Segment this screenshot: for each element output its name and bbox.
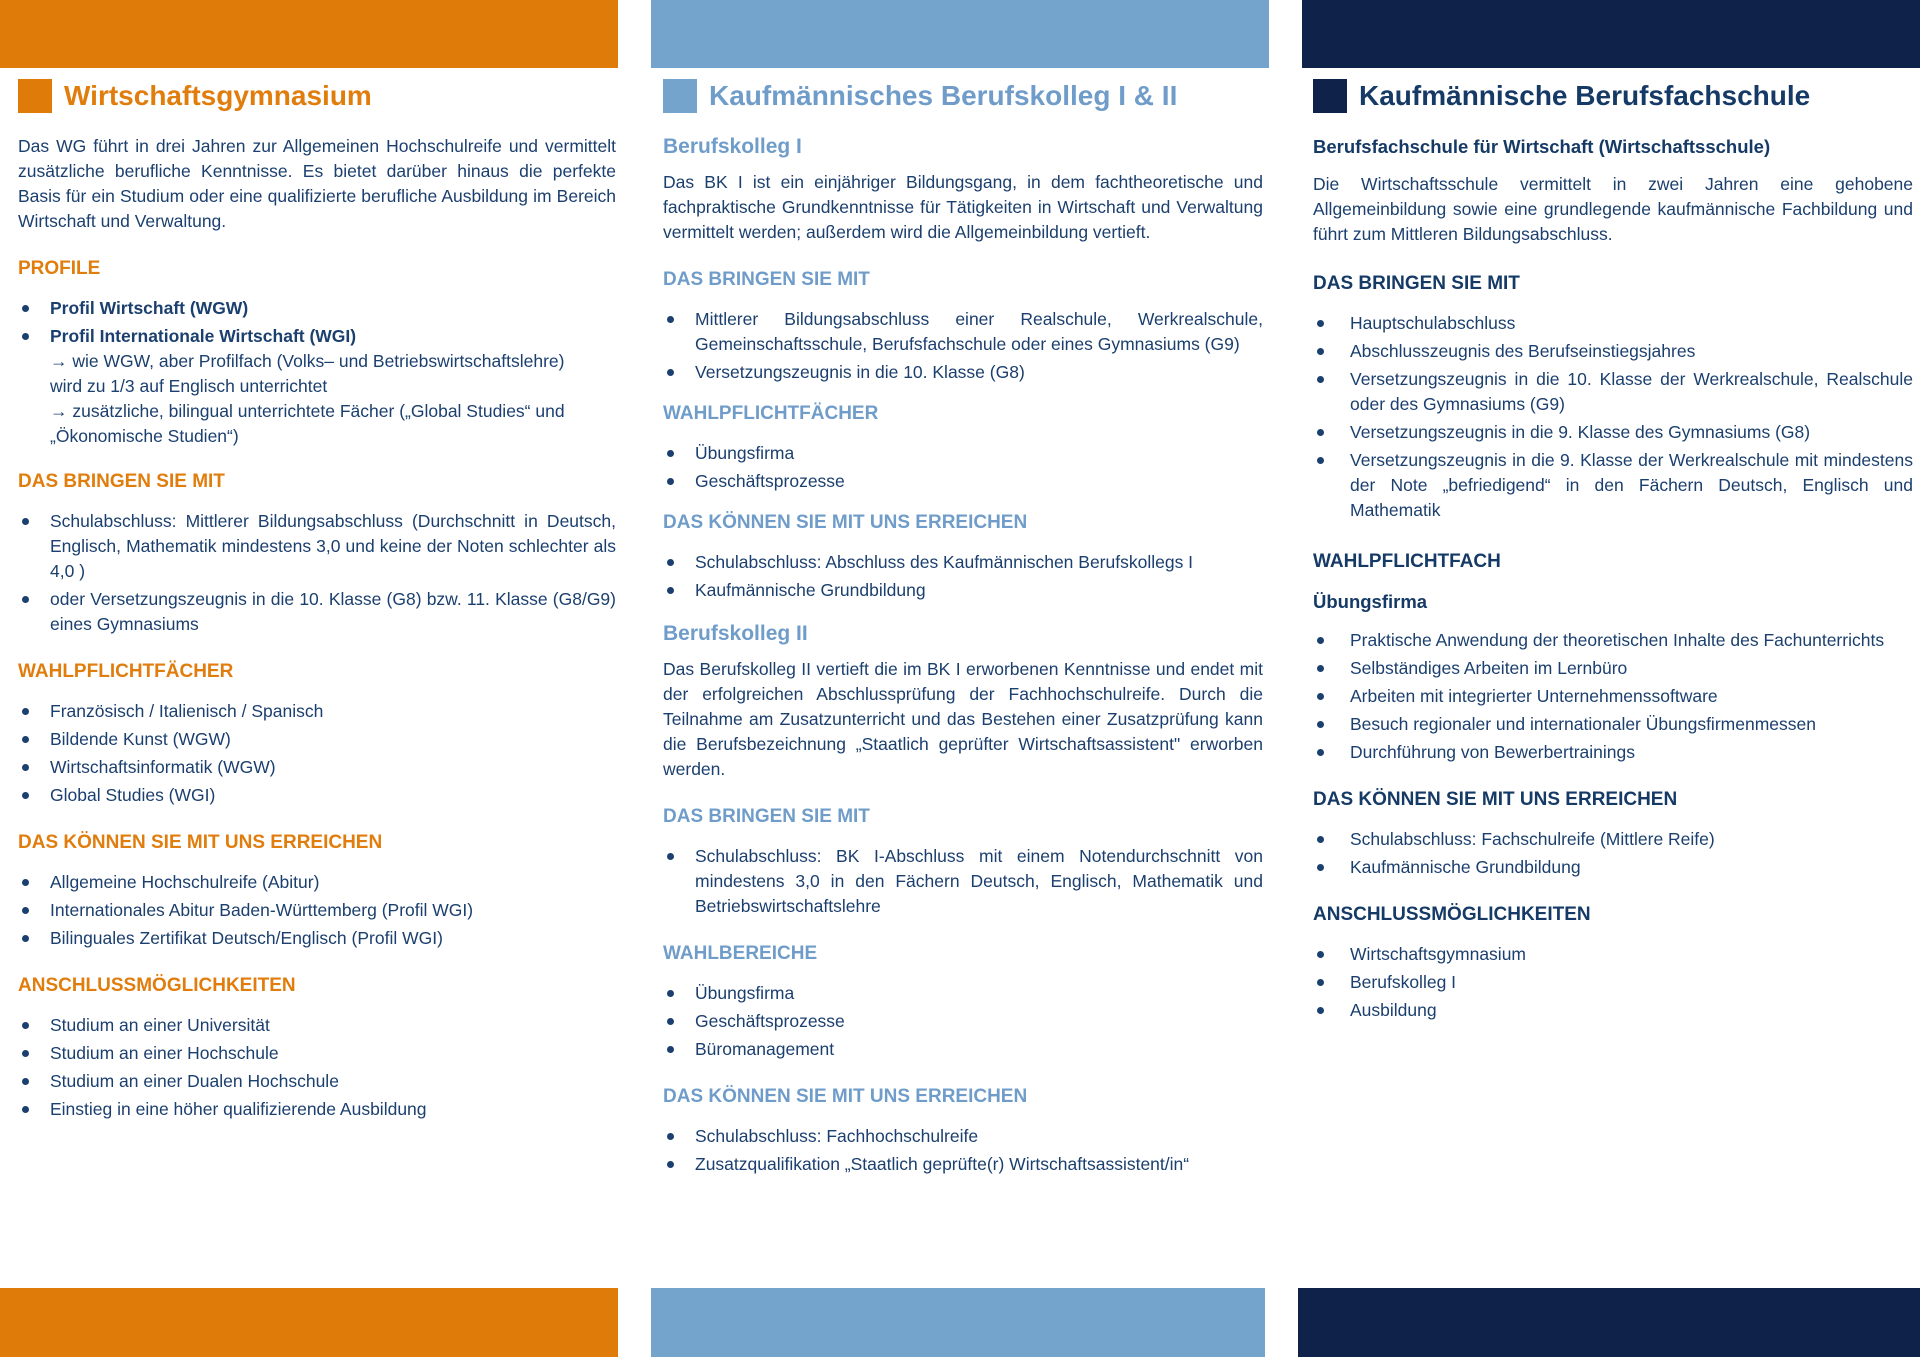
bottom-band-lightblue (651, 1288, 1265, 1357)
list-item: Wirtschaftsinformatik (WGW) (18, 755, 616, 780)
bk1-koennen-heading: DAS KÖNNEN SIE MIT UNS ERREICHEN (663, 512, 1028, 533)
bringen-heading: DAS BRINGEN SIE MIT (18, 471, 225, 492)
list-item: Berufskolleg I (1313, 970, 1913, 995)
bottom-band-orange (0, 1288, 618, 1357)
column-title-row (18, 76, 616, 116)
list-item: Allgemeine Hochschulreife (Abitur) (18, 870, 616, 895)
bk2-wahlbereiche-list (663, 981, 1263, 1062)
column-berufskolleg (663, 76, 1263, 1199)
list-item: Mittlerer Bildungsabschluss einer Realschule, Werkrealschule, Gemeinschaftsschule, Berufsfachschule oder eines Gymnasiums (G9) (663, 307, 1263, 357)
profile-note: → wie WGW, aber Profilfach (Volks– und Betriebswirtschaftslehre) wird zu 1/3 auf Englisch unterrichtet (50, 351, 565, 396)
column-title: Wirtschaftsgymnasium (64, 80, 372, 111)
column-berufsfachschule (1313, 76, 1913, 1045)
list-item: Besuch regionaler und internationaler Übungsfirmenmessen (1313, 712, 1913, 737)
anschluss-list (18, 1013, 616, 1122)
list-item: Kaufmännische Grundbildung (663, 578, 1263, 603)
list-item: Geschäftsprozesse (663, 469, 1263, 494)
profile-label: Profil Internationale Wirtschaft (WGI) (50, 326, 357, 346)
list-item: Bilinguales Zertifikat Deutsch/Englisch (Profil WGI) (18, 926, 616, 951)
list-item: Hauptschulabschluss (1313, 311, 1913, 336)
intro-text: Die Wirtschaftsschule vermittelt in zwei Jahren eine gehobene Allgemeinbildung sowie eine grundlegende kaufmännische Fachbildung und führt zum Mittleren Bildungsabschluss. (1313, 174, 1913, 244)
list-item: Global Studies (WGI) (18, 783, 616, 808)
list-item: Selbständiges Arbeiten im Lernbüro (1313, 656, 1913, 681)
koennen-heading: DAS KÖNNEN SIE MIT UNS ERREICHEN (18, 832, 383, 853)
list-item: Versetzungszeugnis in die 10. Klasse (G8) (663, 360, 1263, 385)
profile-note: → zusätzliche, bilingual unterrichtete Fächer („Global Studies“ und „Ökonomische Studien“) (50, 401, 565, 446)
koennen-heading: DAS KÖNNEN SIE MIT UNS ERREICHEN (1313, 789, 1678, 810)
list-item: Übungsfirma (663, 441, 1263, 466)
list-item: Arbeiten mit integrierter Unternehmenssoftware (1313, 684, 1913, 709)
list-item: Studium an einer Hochschule (18, 1041, 616, 1066)
top-band-lightblue (651, 0, 1269, 68)
wahlpflichtfach-subheading: Übungsfirma (1313, 591, 1428, 612)
bk2-heading: Berufskolleg II (663, 622, 808, 645)
column-wirtschaftsgymnasium (18, 76, 616, 1144)
top-band-navy (1302, 0, 1920, 68)
top-band-orange (0, 0, 618, 68)
anschluss-heading: ANSCHLUSSMÖGLICHKEITEN (18, 975, 296, 996)
subtitle: Berufsfachschule für Wirtschaft (Wirtschaftsschule) (1313, 136, 1771, 157)
koennen-list (18, 870, 616, 951)
bk2-koennen-heading: DAS KÖNNEN SIE MIT UNS ERREICHEN (663, 1086, 1028, 1107)
anschluss-list (1313, 942, 1913, 1023)
bringen-heading: DAS BRINGEN SIE MIT (1313, 273, 1520, 294)
list-item: Schulabschluss: Mittlerer Bildungsabschluss (Durchschnitt in Deutsch, Englisch, Mathematik mindestens 3,0 und keine der Noten schlechter als 4,0 ) (18, 509, 616, 584)
list-item: Durchführung von Bewerbertrainings (1313, 740, 1913, 765)
orange-square-icon (18, 79, 52, 113)
bringen-list (1313, 311, 1913, 523)
list-item: Geschäftsprozesse (663, 1009, 1263, 1034)
koennen-list (1313, 827, 1913, 880)
list-item: Studium an einer Dualen Hochschule (18, 1069, 616, 1094)
wahlpflichtfach-heading: WAHLPFLICHTFACH (1313, 551, 1501, 572)
list-item: oder Versetzungszeugnis in die 10. Klasse (G8) bzw. 11. Klasse (G8/G9) eines Gymnasiums (18, 587, 616, 637)
column-title-row (663, 76, 1263, 116)
anschluss-heading: ANSCHLUSSMÖGLICHKEITEN (1313, 904, 1591, 925)
lightblue-square-icon (663, 79, 697, 113)
list-item: Übungsfirma (663, 981, 1263, 1006)
bk1-bringen-heading: DAS BRINGEN SIE MIT (663, 269, 870, 290)
column-title-row (1313, 76, 1913, 116)
list-item: Versetzungszeugnis in die 9. Klasse des Gymnasiums (G8) (1313, 420, 1913, 445)
bk2-bringen-heading: DAS BRINGEN SIE MIT (663, 806, 870, 827)
list-item: Studium an einer Universität (18, 1013, 616, 1038)
bk2-bringen-list (663, 844, 1263, 919)
column-title: Kaufmännisches Berufskolleg I & II (709, 80, 1178, 111)
intro-text: Das WG führt in drei Jahren zur Allgemeinen Hochschulreife und vermittelt zusätzliche berufliche Kenntnisse. Es bietet darüber hinaus die perfekte Basis für ein Studium oder eine qualifizierte berufliche Ausbildung im Bereich Wirtschaft und Verwaltung. (18, 136, 616, 231)
bk2-koennen-list (663, 1124, 1263, 1177)
list-item: Praktische Anwendung der theoretischen Inhalte des Fachunterrichts (1313, 628, 1913, 653)
list-item: Kaufmännische Grundbildung (1313, 855, 1913, 880)
profile-label: Profil Wirtschaft (WGW) (50, 298, 249, 318)
bk2-intro: Das Berufskolleg II vertieft die im BK I erworbenen Kenntnisse und endet mit der erfolgreichen Abschlussprüfung der Fachhochschulreife. Durch die Teilnahme am Zusatzunterricht und das Bestehen einer Zusatzprüfung kann die Berufsbezeichnung „Staatlich geprüfter Wirtschaftsassistent" erworben werden. (663, 659, 1263, 779)
wahlpflicht-heading: WAHLPFLICHTFÄCHER (18, 661, 234, 682)
list-item: Internationales Abitur Baden-Württemberg (Profil WGI) (18, 898, 616, 923)
list-item: Schulabschluss: Abschluss des Kaufmännischen Berufskollegs I (663, 550, 1263, 575)
list-item: Versetzungszeugnis in die 10. Klasse der Werkrealschule, Realschule oder des Gymnasiums (G9) (1313, 367, 1913, 417)
list-item: Einstieg in eine höher qualifizierende Ausbildung (18, 1097, 616, 1122)
bk1-heading: Berufskolleg I (663, 135, 802, 158)
list-item: Schulabschluss: Fachhochschulreife (663, 1124, 1263, 1149)
bringen-list (18, 509, 616, 637)
list-item: Zusatzqualifikation „Staatlich geprüfte(r) Wirtschaftsassistent/in“ (663, 1152, 1263, 1177)
bk1-wahlpflicht-heading: WAHLPFLICHTFÄCHER (663, 403, 879, 424)
wahlpflichtfach-list (1313, 628, 1913, 765)
list-item: Ausbildung (1313, 998, 1913, 1023)
navy-square-icon (1313, 79, 1347, 113)
column-title: Kaufmännische Berufsfachschule (1359, 80, 1811, 111)
list-item (18, 324, 616, 449)
list-item: Schulabschluss: Fachschulreife (Mittlere Reife) (1313, 827, 1913, 852)
list-item: Abschlusszeugnis des Berufseinstiegsjahres (1313, 339, 1913, 364)
list-item (18, 296, 616, 321)
list-item: Bildende Kunst (WGW) (18, 727, 616, 752)
list-item: Versetzungszeugnis in die 9. Klasse der Werkrealschule mit mindestens der Note „befriedigend“ in den Fächern Deutsch, Englisch und Mathematik (1313, 448, 1913, 523)
bk1-bringen-list (663, 307, 1263, 385)
list-item: Französisch / Italienisch / Spanisch (18, 699, 616, 724)
bk1-wahlpflicht-list (663, 441, 1263, 494)
list-item: Büromanagement (663, 1037, 1263, 1062)
list-item: Schulabschluss: BK I-Abschluss mit einem Notendurchschnitt von mindestens 3,0 in den Fächern Deutsch, Englisch, Mathematik und Betriebswirtschaftslehre (663, 844, 1263, 919)
bottom-band-navy (1298, 1288, 1920, 1357)
wahlpflicht-list (18, 699, 616, 808)
bk2-wahlbereiche-heading: WAHLBEREICHE (663, 943, 818, 964)
bk1-koennen-list (663, 550, 1263, 603)
list-item: Wirtschaftsgymnasium (1313, 942, 1913, 967)
bk1-intro: Das BK I ist ein einjähriger Bildungsgang, in dem fachtheoretische und fachpraktische Grundkenntnisse für Tätigkeiten in Wirtschaft und Verwaltung vermittelt werden; außerdem wird die Allgemeinbildung vertieft. (663, 172, 1263, 242)
profile-heading: PROFILE (18, 258, 101, 279)
profile-list (18, 296, 616, 449)
